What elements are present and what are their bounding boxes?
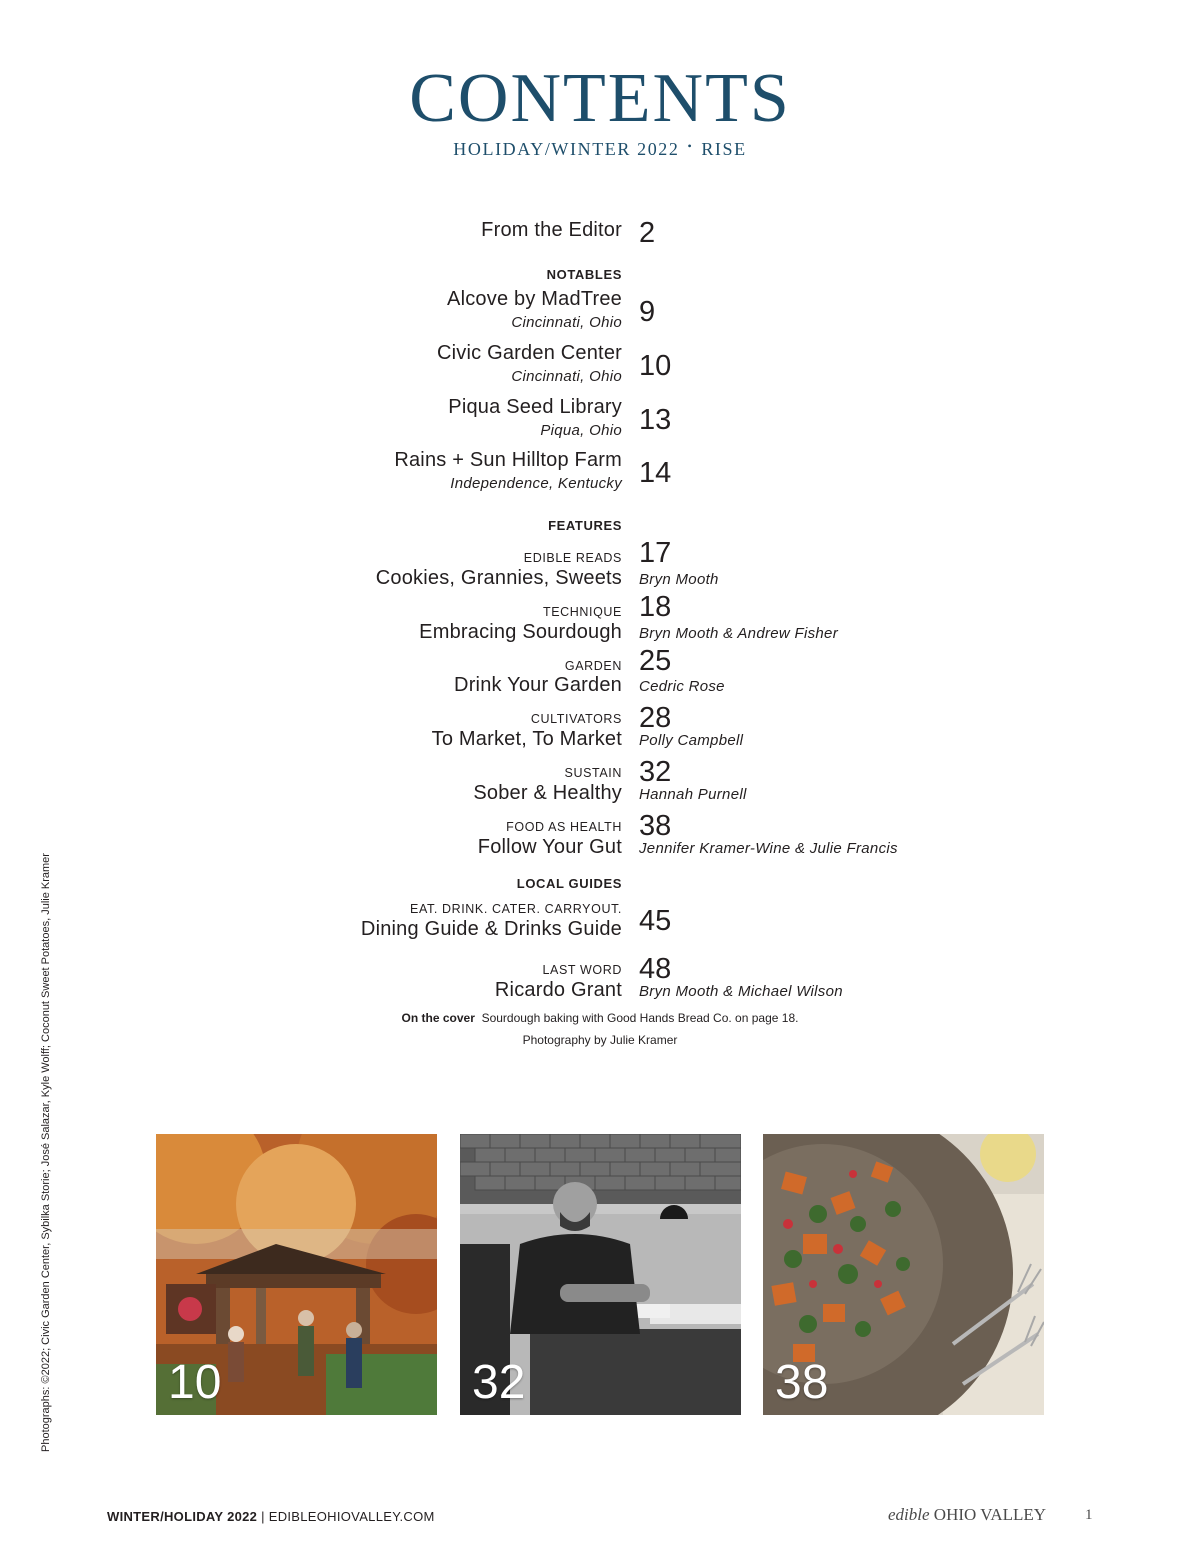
toc-lastword-kicker: LAST WORD xyxy=(542,963,622,977)
toc-feature-byline: Cedric Rose xyxy=(639,678,725,695)
issue-subtitle xyxy=(0,139,1200,160)
toc-notable-page[interactable]: 13 xyxy=(639,404,672,436)
toc-feature-title[interactable]: Drink Your Garden xyxy=(454,674,622,696)
toc-lastword-byline: Bryn Mooth & Michael Wilson xyxy=(639,983,843,1000)
toc-feature-page[interactable]: 38 xyxy=(639,810,672,842)
section-heading-local-guides: LOCAL GUIDES xyxy=(516,876,622,891)
toc-feature-title[interactable]: Sober & Healthy xyxy=(473,782,622,804)
toc-feature-kicker: FOOD AS HEALTH xyxy=(506,820,622,834)
toc-feature-title[interactable]: To Market, To Market xyxy=(431,728,622,750)
section-heading-notables: NOTABLES xyxy=(546,267,622,282)
photo-page-number: 38 xyxy=(775,1356,829,1409)
toc-guide-page[interactable]: 45 xyxy=(639,905,672,937)
toc-feature-byline: Polly Campbell xyxy=(639,732,744,749)
page-number: 1 xyxy=(1085,1507,1093,1523)
toc-feature-byline: Jennifer Kramer-Wine & Julie Francis xyxy=(639,840,898,857)
toc-guide-title[interactable]: Dining Guide & Drinks Guide xyxy=(360,918,622,940)
issue-theme: RISE xyxy=(701,139,747,159)
toc-feature-title[interactable]: Follow Your Gut xyxy=(477,836,622,858)
toc-notable-title[interactable]: Alcove by MadTree xyxy=(447,288,622,310)
toc-feature-byline: Bryn Mooth xyxy=(639,571,719,588)
photo-portrait[interactable] xyxy=(460,1134,741,1415)
page-title: CONTENTS xyxy=(409,60,791,137)
photo-page-number: 32 xyxy=(472,1356,526,1409)
photo-credits: Photographs: ©2022; Civic Garden Center, Sybilka Storie; José Salazar, Kyle Wolff; Coconut Sweet Potatoes, Julie Kramer xyxy=(40,853,52,1452)
photo-sweet-potato-salad[interactable] xyxy=(763,1134,1044,1415)
toc-lastword-page[interactable]: 48 xyxy=(639,953,672,985)
footer-divider: | xyxy=(261,1509,265,1524)
toc-notable-page[interactable]: 14 xyxy=(639,457,672,489)
toc-feature-page[interactable]: 32 xyxy=(639,756,672,788)
toc-editor-title[interactable]: From the Editor xyxy=(481,219,622,241)
photo-page-number: 10 xyxy=(168,1356,222,1409)
toc-feature-page[interactable]: 28 xyxy=(639,702,672,734)
toc-feature-kicker: CULTIVATORS xyxy=(530,712,622,726)
toc-lastword-title[interactable]: Ricardo Grant xyxy=(494,979,622,1001)
toc-feature-byline: Hannah Purnell xyxy=(639,786,747,803)
footer-issue: WINTER/HOLIDAY 2022 xyxy=(107,1509,258,1524)
toc-notable-place: Independence, Kentucky xyxy=(450,475,622,492)
toc-feature-kicker: GARDEN xyxy=(564,659,622,673)
toc-notable-place: Piqua, Ohio xyxy=(540,422,622,439)
footer-issue-site xyxy=(107,1509,435,1524)
cover-note-text: Sourdough baking with Good Hands Bread Co. on page 18. xyxy=(481,1011,799,1025)
photo-garden-pavilion[interactable] xyxy=(156,1134,437,1415)
toc-notable-page[interactable]: 10 xyxy=(639,350,672,382)
toc-feature-page[interactable]: 25 xyxy=(639,645,672,677)
section-heading-features: FEATURES xyxy=(548,518,622,533)
subtitle-separator: • xyxy=(687,139,694,153)
toc-feature-title[interactable]: Cookies, Grannies, Sweets xyxy=(375,567,622,589)
toc-notable-page[interactable]: 9 xyxy=(639,296,656,328)
toc-notable-title[interactable]: Civic Garden Center xyxy=(437,342,622,364)
cover-note-label: On the cover xyxy=(401,1011,475,1025)
toc-notable-place: Cincinnati, Ohio xyxy=(511,368,622,385)
toc-notable-title[interactable]: Rains + Sun Hilltop Farm xyxy=(394,449,622,471)
toc-feature-title[interactable]: Embracing Sourdough xyxy=(419,621,622,643)
toc-feature-page[interactable]: 18 xyxy=(639,591,672,623)
cover-photo-credit: Photography by Julie Kramer xyxy=(522,1033,678,1047)
toc-notable-title[interactable]: Piqua Seed Library xyxy=(448,396,622,418)
toc-editor-page[interactable]: 2 xyxy=(639,217,656,249)
footer-brand-edible: edible xyxy=(888,1505,930,1524)
issue-label: HOLIDAY/WINTER 2022 xyxy=(453,139,680,159)
footer-site-link[interactable]: EDIBLEOHIOVALLEY.COM xyxy=(268,1509,435,1524)
toc-feature-page[interactable]: 17 xyxy=(639,537,672,569)
cover-note xyxy=(0,1011,1200,1025)
toc-feature-kicker: SUSTAIN xyxy=(564,766,622,780)
toc-notable-place: Cincinnati, Ohio xyxy=(511,314,622,331)
toc-feature-kicker: TECHNIQUE xyxy=(542,605,622,619)
toc-feature-byline: Bryn Mooth & Andrew Fisher xyxy=(639,625,838,642)
toc-guide-kicker: EAT. DRINK. CATER. CARRYOUT. xyxy=(410,902,622,916)
toc-feature-kicker: EDIBLE READS xyxy=(523,551,622,565)
footer-brand-name: OHIO VALLEY xyxy=(933,1505,1047,1524)
footer-brand xyxy=(888,1505,1046,1525)
